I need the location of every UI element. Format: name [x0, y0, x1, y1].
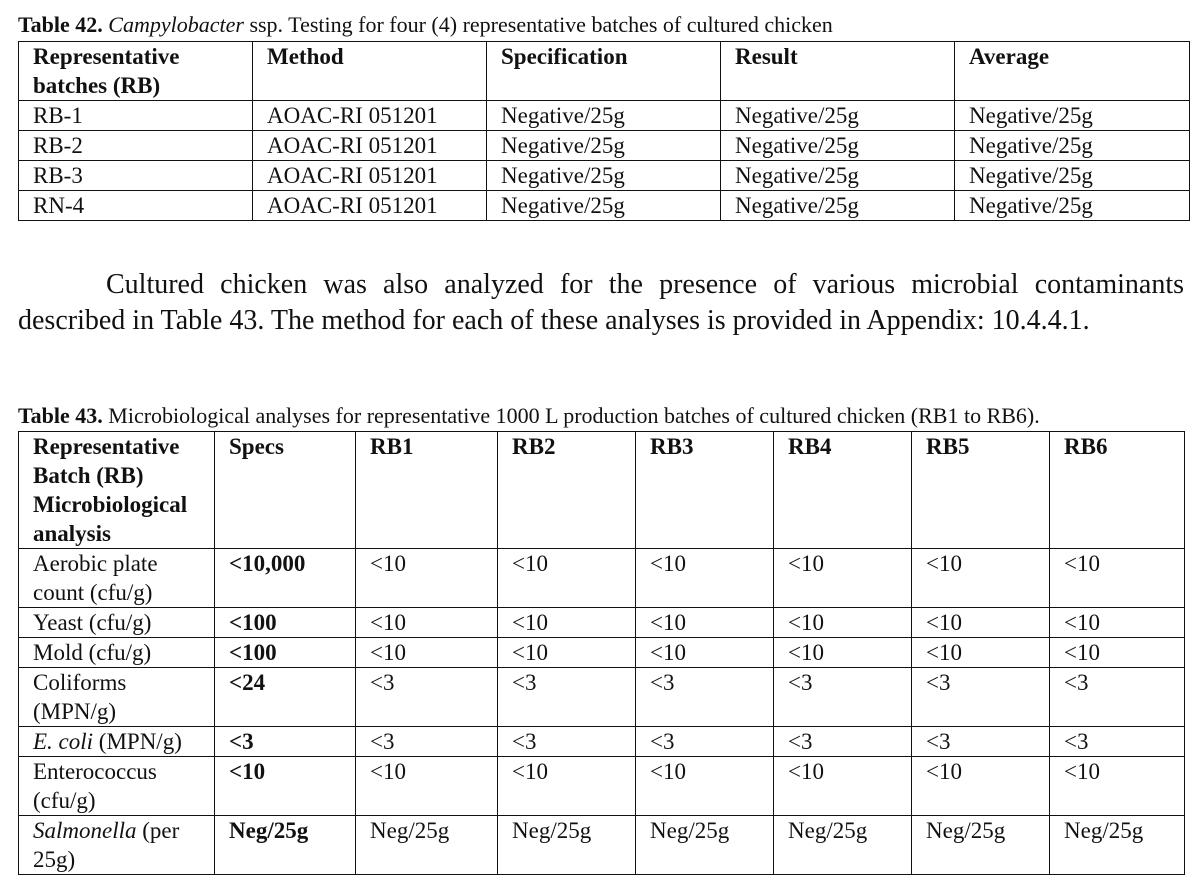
table-row-coliforms: [19, 668, 1185, 727]
table-43-header-specs: Specs: [215, 432, 356, 549]
table-row: [19, 131, 1190, 161]
rb2-cell: <10: [498, 757, 636, 816]
row-label-italic: Salmonella: [33, 818, 137, 843]
table-43-caption-label: Table 43.: [18, 403, 103, 428]
rb3-cell: <10: [636, 549, 774, 608]
row-label-text: Aerobic plate count (cfu/g): [33, 551, 158, 605]
row-label: [19, 816, 215, 875]
rb3-cell: Neg/25g: [636, 816, 774, 875]
table-row: [19, 191, 1190, 221]
rb4-cell: <10: [774, 608, 912, 638]
table-43-header-analysis: Representative Batch (RB) Microbiological analysis: [19, 432, 215, 549]
row-label-text: (MPN/g): [93, 729, 182, 754]
rb3-cell: <10: [636, 757, 774, 816]
table-cell: AOAC-RI 051201: [253, 191, 487, 221]
table-42-header-method: Method: [253, 42, 487, 101]
rb5-cell: <10: [912, 638, 1050, 668]
rb2-cell: <3: [498, 668, 636, 727]
table-cell: Negative/25g: [955, 161, 1190, 191]
table-42-header-specification: Specification: [487, 42, 721, 101]
paragraph-text: Cultured chicken was also analyzed for the presence of various microbial contaminants described in Table 43. The method for each of these analyses is provided in Appendix: 10.4.4.1.: [18, 269, 1184, 336]
table-cell: RB-2: [19, 131, 253, 161]
rb1-cell: <3: [356, 727, 498, 757]
rb1-cell: <10: [356, 608, 498, 638]
body-paragraph: [18, 267, 1184, 339]
spec-cell: <100: [215, 638, 356, 668]
table-cell: RB-1: [19, 101, 253, 131]
row-label-text: Mold (cfu/g): [33, 640, 152, 665]
table-42-header-batches: Representative batches (RB): [19, 42, 253, 101]
table-43-header-rb4: RB4: [774, 432, 912, 549]
table-cell: AOAC-RI 051201: [253, 161, 487, 191]
rb5-cell: <10: [912, 608, 1050, 638]
rb1-cell: <10: [356, 757, 498, 816]
rb2-cell: <10: [498, 549, 636, 608]
rb3-cell: <3: [636, 668, 774, 727]
rb2-cell: Neg/25g: [498, 816, 636, 875]
table-cell: RN-4: [19, 191, 253, 221]
table-43: [18, 431, 1185, 875]
row-label: [19, 668, 215, 727]
table-cell: Negative/25g: [487, 131, 721, 161]
spec-cell: <100: [215, 608, 356, 638]
table-cell: Negative/25g: [487, 191, 721, 221]
rb4-cell: <10: [774, 638, 912, 668]
table-42-caption-text: ssp. Testing for four (4) representative batches of cultured chicken: [243, 12, 833, 37]
table-cell: Negative/25g: [721, 191, 955, 221]
table-cell: Negative/25g: [955, 101, 1190, 131]
table-cell: Negative/25g: [955, 191, 1190, 221]
table-43-header-rb6: RB6: [1050, 432, 1185, 549]
row-label: [19, 757, 215, 816]
table-row: [19, 161, 1190, 191]
table-43-header-row: [19, 432, 1185, 549]
table-42-caption-italic: Campylobacter: [108, 12, 244, 37]
rb5-cell: <10: [912, 757, 1050, 816]
rb1-cell: Neg/25g: [356, 816, 498, 875]
spec-cell: <24: [215, 668, 356, 727]
spec-cell: Neg/25g: [215, 816, 356, 875]
table-cell: Negative/25g: [721, 101, 955, 131]
row-label-text: Yeast (cfu/g): [33, 610, 152, 635]
spec-cell: <10,000: [215, 549, 356, 608]
rb2-cell: <3: [498, 727, 636, 757]
table-cell: Negative/25g: [487, 161, 721, 191]
row-label: [19, 608, 215, 638]
table-row-enterococcus: [19, 757, 1185, 816]
rb6-cell: <3: [1050, 727, 1185, 757]
row-label-text: Coliforms (MPN/g): [33, 670, 127, 724]
table-43-caption: [18, 405, 1040, 427]
rb2-cell: <10: [498, 638, 636, 668]
table-42-header-result: Result: [721, 42, 955, 101]
row-label-text: Enterococcus (cfu/g): [33, 759, 157, 813]
rb6-cell: <10: [1050, 608, 1185, 638]
rb4-cell: <3: [774, 668, 912, 727]
table-43-caption-text: Microbiological analyses for representative 1000 L production batches of cultured chicken (RB1 to RB6).: [102, 403, 1040, 428]
rb1-cell: <3: [356, 668, 498, 727]
rb1-cell: <10: [356, 638, 498, 668]
rb4-cell: <3: [774, 727, 912, 757]
row-label-italic: E. coli: [33, 729, 94, 754]
rb5-cell: Neg/25g: [912, 816, 1050, 875]
table-row-salmonella: [19, 816, 1185, 875]
rb6-cell: Neg/25g: [1050, 816, 1185, 875]
row-label: [19, 549, 215, 608]
table-43-header-rb5: RB5: [912, 432, 1050, 549]
rb5-cell: <3: [912, 727, 1050, 757]
table-cell: Negative/25g: [721, 161, 955, 191]
table-43-header-rb1: RB1: [356, 432, 498, 549]
row-label: [19, 727, 215, 757]
table-43-header-rb3: RB3: [636, 432, 774, 549]
table-42-header-average: Average: [955, 42, 1190, 101]
table-row-e-coli: [19, 727, 1185, 757]
rb2-cell: <10: [498, 608, 636, 638]
table-cell: Negative/25g: [955, 131, 1190, 161]
rb6-cell: <10: [1050, 638, 1185, 668]
table-row: [19, 101, 1190, 131]
table-43-header-rb2: RB2: [498, 432, 636, 549]
table-cell: RB-3: [19, 161, 253, 191]
table-row-mold: [19, 638, 1185, 668]
rb6-cell: <10: [1050, 549, 1185, 608]
rb3-cell: <10: [636, 638, 774, 668]
table-cell: AOAC-RI 051201: [253, 101, 487, 131]
table-row-yeast: [19, 608, 1185, 638]
table-42: [18, 41, 1190, 221]
rb4-cell: Neg/25g: [774, 816, 912, 875]
spec-cell: <3: [215, 727, 356, 757]
rb5-cell: <3: [912, 668, 1050, 727]
rb3-cell: <10: [636, 608, 774, 638]
table-42-caption: [18, 14, 833, 36]
table-row-aerobic-plate-count: [19, 549, 1185, 608]
table-42-header-row: [19, 42, 1190, 101]
row-label-text: (per 25g): [33, 818, 180, 872]
rb1-cell: <10: [356, 549, 498, 608]
table-42-caption-label: Table 42.: [18, 12, 103, 37]
rb6-cell: <3: [1050, 668, 1185, 727]
table-cell: Negative/25g: [721, 131, 955, 161]
table-cell: AOAC-RI 051201: [253, 131, 487, 161]
rb5-cell: <10: [912, 549, 1050, 608]
rb4-cell: <10: [774, 757, 912, 816]
row-label: [19, 638, 215, 668]
rb6-cell: <10: [1050, 757, 1185, 816]
rb3-cell: <3: [636, 727, 774, 757]
spec-cell: <10: [215, 757, 356, 816]
table-cell: Negative/25g: [487, 101, 721, 131]
rb4-cell: <10: [774, 549, 912, 608]
